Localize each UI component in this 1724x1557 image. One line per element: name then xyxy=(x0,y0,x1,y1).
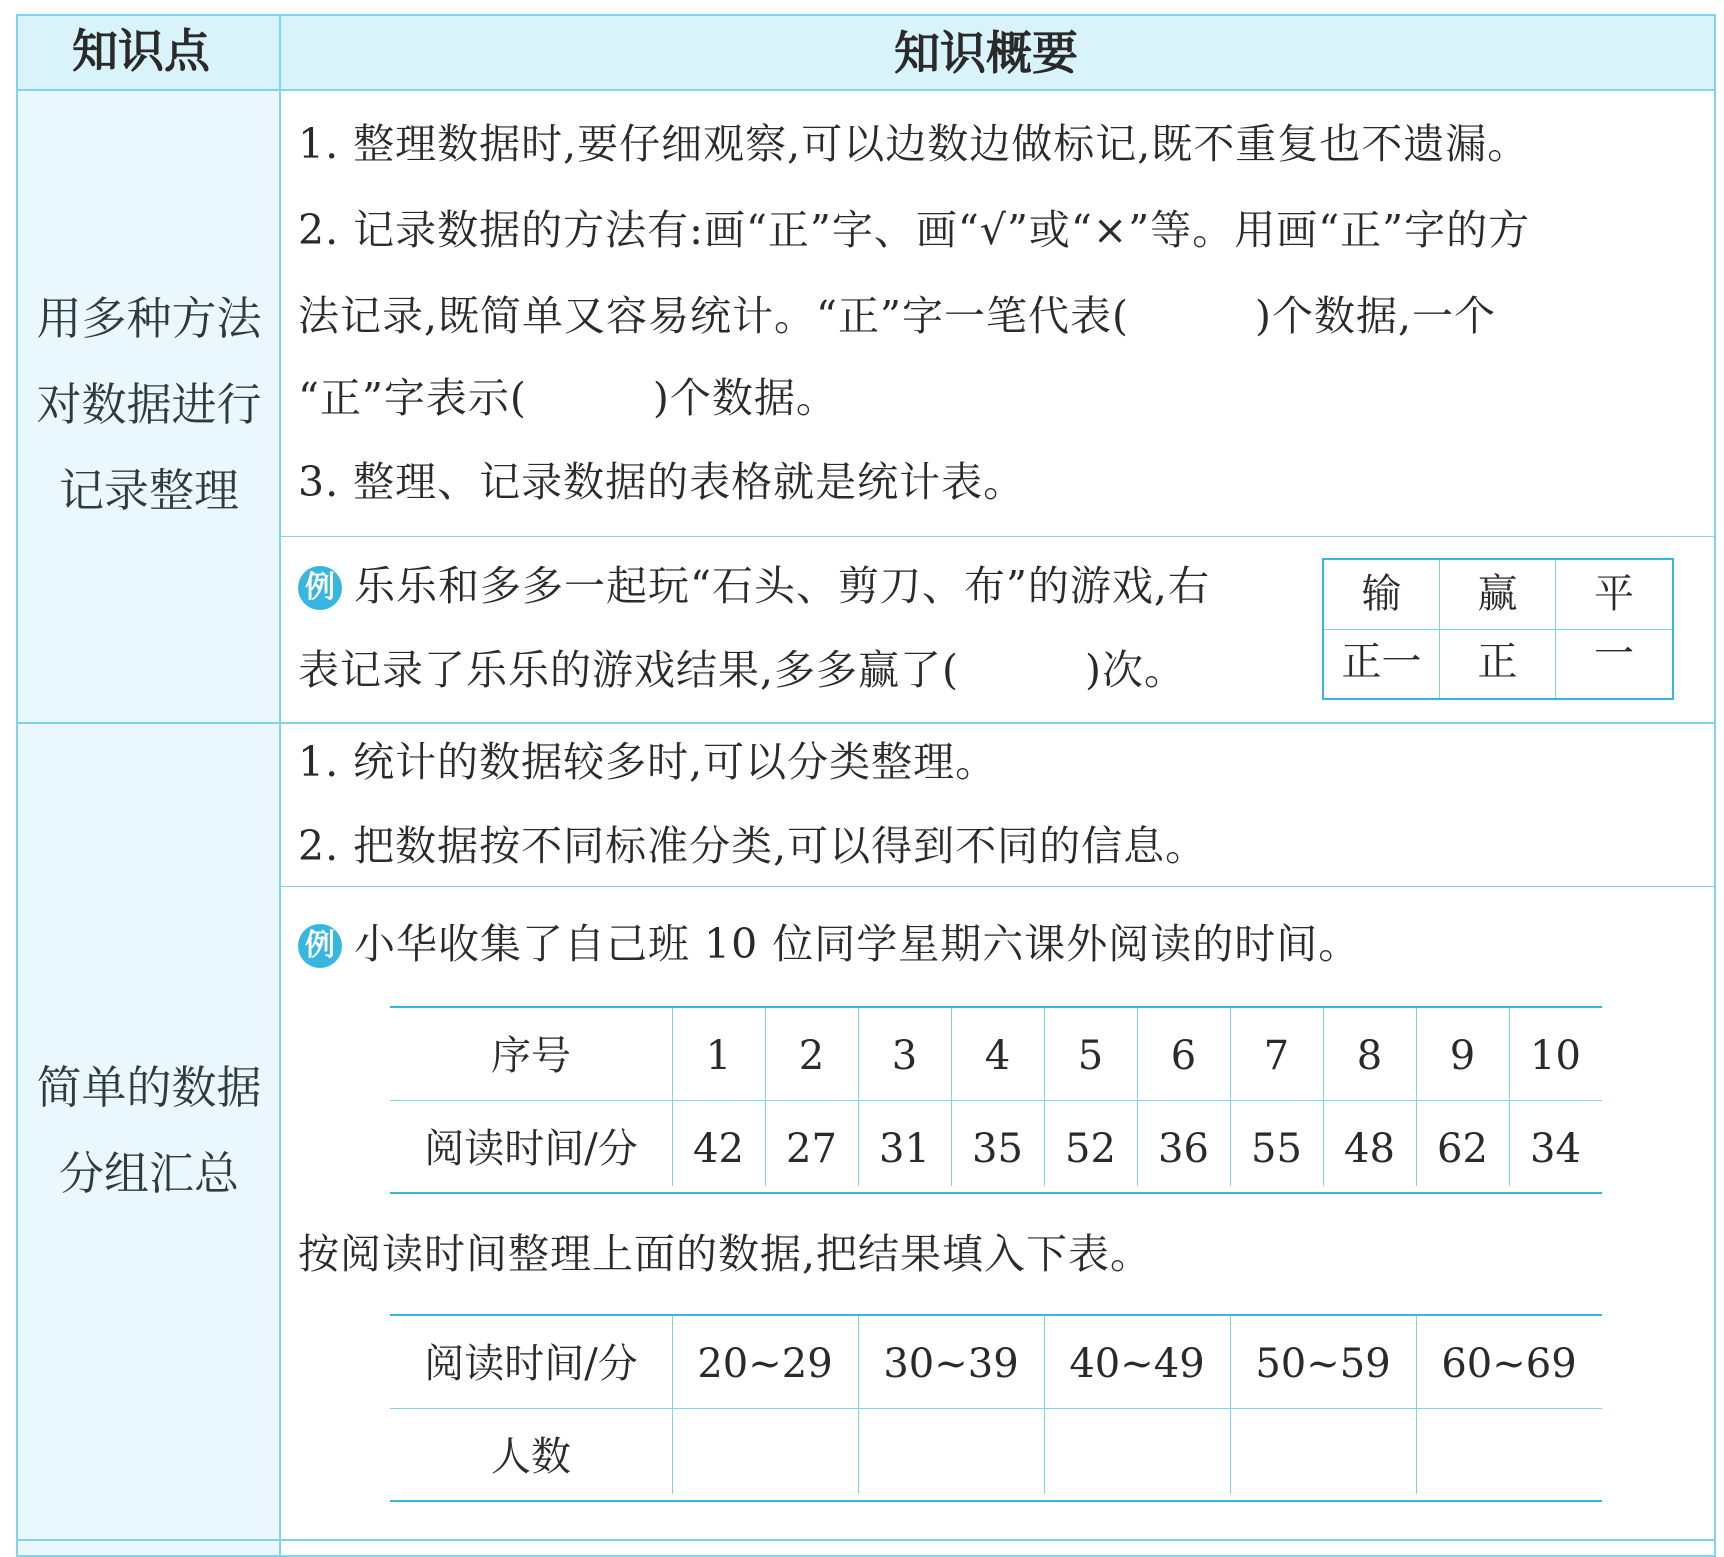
column-divider xyxy=(279,14,281,1557)
count-empty-cell xyxy=(672,1437,858,1481)
game-result-table xyxy=(1322,558,1674,700)
student-id-cell: 8 xyxy=(1356,1033,1383,1079)
reading-time-cell: 31 xyxy=(879,1126,930,1172)
result-value-draw: 一 xyxy=(1594,631,1634,677)
reading-time-cell: 48 xyxy=(1344,1126,1395,1172)
bottom-divider xyxy=(16,1539,1716,1541)
count-empty-cell xyxy=(1044,1437,1230,1481)
reading-table-bottom-border xyxy=(390,1192,1602,1194)
section1-example-divider xyxy=(280,536,1716,537)
topic-line: 简单的数据 xyxy=(36,1061,262,1114)
reading-table-mid-border xyxy=(390,1100,1602,1101)
example1-line-2: 表记录了乐乐的游戏结果,多多赢了( )次。 xyxy=(298,646,1187,694)
section2-example-divider xyxy=(280,886,1716,887)
reading-time-cell: 52 xyxy=(1065,1126,1116,1172)
topic-line: 分组汇总 xyxy=(58,1147,239,1200)
range-cell: 40~49 xyxy=(1069,1341,1205,1387)
reading-time-cell: 36 xyxy=(1158,1126,1209,1172)
example-badge: 例 xyxy=(298,924,342,968)
range-cell: 20~29 xyxy=(697,1341,833,1387)
count-empty-cell xyxy=(858,1437,1044,1481)
group-table-top-border xyxy=(390,1314,1602,1316)
row-label-range: 阅读时间/分 xyxy=(424,1341,638,1387)
group-table-mid-border xyxy=(390,1408,1602,1409)
student-id-cell: 6 xyxy=(1170,1033,1197,1079)
topic-line: 用多种方法 xyxy=(36,292,262,345)
section2-topic xyxy=(18,1045,280,1217)
student-id-cell: 3 xyxy=(891,1033,918,1079)
reading-time-cell: 27 xyxy=(786,1126,837,1172)
student-id-cell: 9 xyxy=(1449,1033,1476,1079)
row-label-id: 序号 xyxy=(491,1033,571,1079)
section1-line-5: 3. 整理、记录数据的表格就是统计表。 xyxy=(298,458,1026,506)
table-divider xyxy=(1324,629,1672,630)
student-id-cell: 7 xyxy=(1263,1033,1290,1079)
example-badge: 例 xyxy=(298,566,342,610)
topic-line: 对数据进行 xyxy=(36,378,262,431)
reading-time-cell: 42 xyxy=(693,1126,744,1172)
reading-time-cell: 34 xyxy=(1530,1126,1581,1172)
example1-line-1: 乐乐和多多一起玩“石头、剪刀、布”的游戏,右 xyxy=(354,562,1210,610)
row-label-time: 阅读时间/分 xyxy=(424,1126,638,1172)
section-divider xyxy=(16,722,1716,724)
header-knowledge-point: 知识点 xyxy=(72,24,210,78)
result-header-lose: 输 xyxy=(1361,571,1402,617)
header-knowledge-summary: 知识概要 xyxy=(894,26,1078,80)
count-empty-cell xyxy=(1230,1437,1416,1481)
section1-line-1: 1. 整理数据时,要仔细观察,可以边数边做标记,既不重复也不遗漏。 xyxy=(298,120,1530,168)
student-id-cell: 10 xyxy=(1530,1033,1581,1079)
section1-line-4: “正”字表示( )个数据。 xyxy=(298,374,838,422)
section1-line-3: 法记录,既简单又容易统计。“正”字一笔代表( )个数据,一个 xyxy=(298,292,1496,340)
student-id-cell: 4 xyxy=(984,1033,1011,1079)
header-divider xyxy=(16,89,1716,91)
section2-line-2: 2. 把数据按不同标准分类,可以得到不同的信息。 xyxy=(298,822,1208,870)
section1-topic xyxy=(18,276,280,534)
reading-time-cell: 35 xyxy=(972,1126,1023,1172)
instruction-text: 按阅读时间整理上面的数据,把结果填入下表。 xyxy=(298,1230,1153,1278)
topic-line: 记录整理 xyxy=(58,464,239,517)
row-label-count: 人数 xyxy=(491,1434,571,1480)
result-value-win: 正 xyxy=(1477,639,1518,685)
count-empty-cell xyxy=(1416,1437,1602,1481)
section1-line-2: 2. 记录数据的方法有:画“正”字、画“√”或“×”等。用画“正”字的方 xyxy=(298,206,1531,254)
result-header-win: 赢 xyxy=(1477,571,1518,617)
range-cell: 60~69 xyxy=(1441,1341,1577,1387)
result-value-lose: 正一 xyxy=(1341,639,1422,685)
student-id-cell: 1 xyxy=(705,1033,732,1079)
reading-time-cell: 55 xyxy=(1251,1126,1302,1172)
group-table-bottom-border xyxy=(390,1500,1602,1502)
result-header-draw: 平 xyxy=(1594,571,1634,617)
reading-table-top-border xyxy=(390,1006,1602,1008)
range-cell: 30~39 xyxy=(883,1341,1019,1387)
section2-line-1: 1. 统计的数据较多时,可以分类整理。 xyxy=(298,738,998,786)
student-id-cell: 2 xyxy=(798,1033,825,1079)
reading-time-cell: 62 xyxy=(1437,1126,1488,1172)
range-cell: 50~59 xyxy=(1255,1341,1391,1387)
example2-text: 小华收集了自己班 10 位同学星期六课外阅读的时间。 xyxy=(354,920,1361,968)
student-id-cell: 5 xyxy=(1077,1033,1104,1079)
